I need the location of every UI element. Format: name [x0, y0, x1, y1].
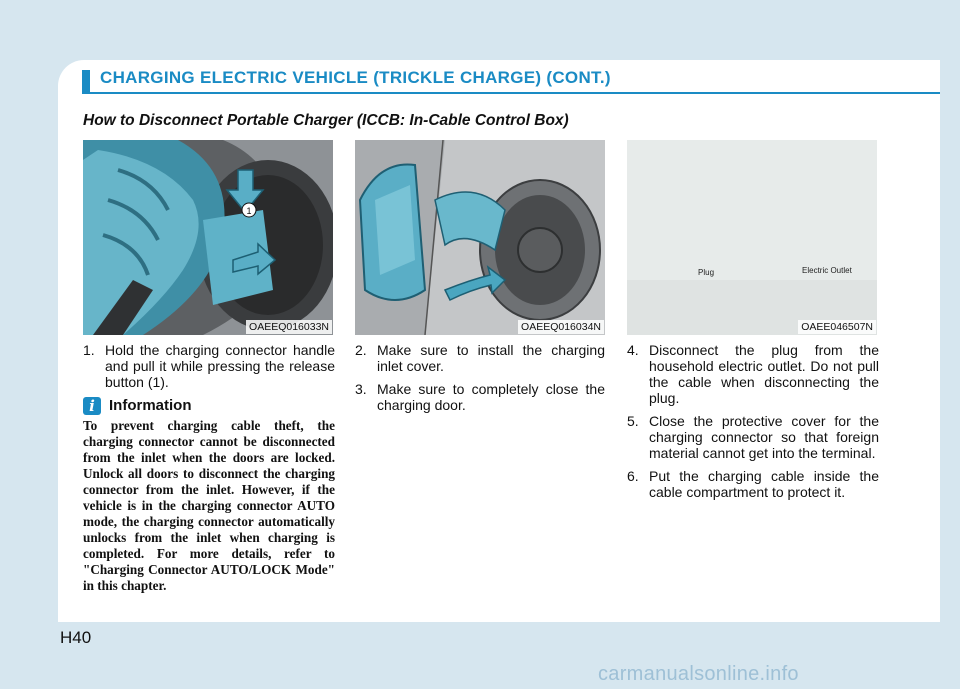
step-text: Put the charging cable inside the cable compartment to protect it.: [649, 468, 879, 500]
step-number: 2.: [355, 342, 367, 358]
header-accent-bar: [82, 70, 90, 92]
column-right: [627, 342, 879, 507]
figure-3-illustration: [627, 140, 877, 335]
figure-code: OAEEQ016034N: [518, 320, 604, 334]
step-item: [355, 342, 605, 374]
step-text: Hold the charging connector handle and pull it while pressing the release button (1).: [105, 342, 335, 390]
figure-plug-outlet: [627, 140, 877, 335]
page-number: H40: [60, 628, 92, 647]
watermark: carmanualsonline.info: [598, 663, 799, 685]
callout-number: 1: [246, 206, 252, 216]
step-number: 1.: [83, 342, 95, 358]
section-header: [82, 64, 940, 94]
info-icon: i: [83, 397, 101, 415]
figure-code: OAEEQ016033N: [246, 320, 332, 334]
information-body: To prevent charging cable theft, the charging connector cannot be disconnected from the inlet when the doors are locked. Unlock all doors to disconnect the charging connector from the inlet. However, if the vehicle is in the charging connector AUTO mode, the charging connector automatically unlocks from the inlet when charging is completed. For more details, refer to "Charging Connector AUTO/LOCK Mode" in this chapter.: [83, 418, 335, 593]
figure-code: OAEE046507N: [798, 320, 876, 334]
step-number: 3.: [355, 381, 367, 397]
figure-disconnect-connector: [83, 140, 333, 335]
step-item: [355, 381, 605, 413]
step-item: [627, 413, 879, 461]
information-title: Information: [109, 397, 192, 414]
step-number: 4.: [627, 342, 639, 358]
step-text: Disconnect the plug from the household electric outlet. Do not pull the cable when disconnecting the plug.: [649, 342, 879, 406]
step-item: [83, 342, 335, 390]
step-item: [627, 342, 879, 406]
plug-label: Plug: [698, 268, 715, 277]
step-text: Make sure to completely close the charging door.: [377, 381, 605, 413]
outlet-label: Electric Outlet: [802, 266, 852, 275]
column-middle: [355, 342, 605, 420]
step-item: [627, 468, 879, 500]
step-number: 6.: [627, 468, 639, 484]
information-header: [83, 397, 335, 415]
header-rule: [82, 92, 940, 94]
step-text: Close the protective cover for the charging connector so that foreign material cannot get into the terminal.: [649, 413, 879, 461]
subsection-title: How to Disconnect Portable Charger (ICCB: In-Cable Control Box): [83, 112, 569, 129]
column-left: [83, 342, 335, 594]
figure-1-illustration: [83, 140, 333, 335]
step-number: 5.: [627, 413, 639, 429]
step-text: Make sure to install the charging inlet cover.: [377, 342, 605, 374]
figure-close-charging-door: [355, 140, 605, 335]
section-title: CHARGING ELECTRIC VEHICLE (TRICKLE CHARGE) (CONT.): [100, 68, 611, 87]
figure-2-illustration: [355, 140, 605, 335]
